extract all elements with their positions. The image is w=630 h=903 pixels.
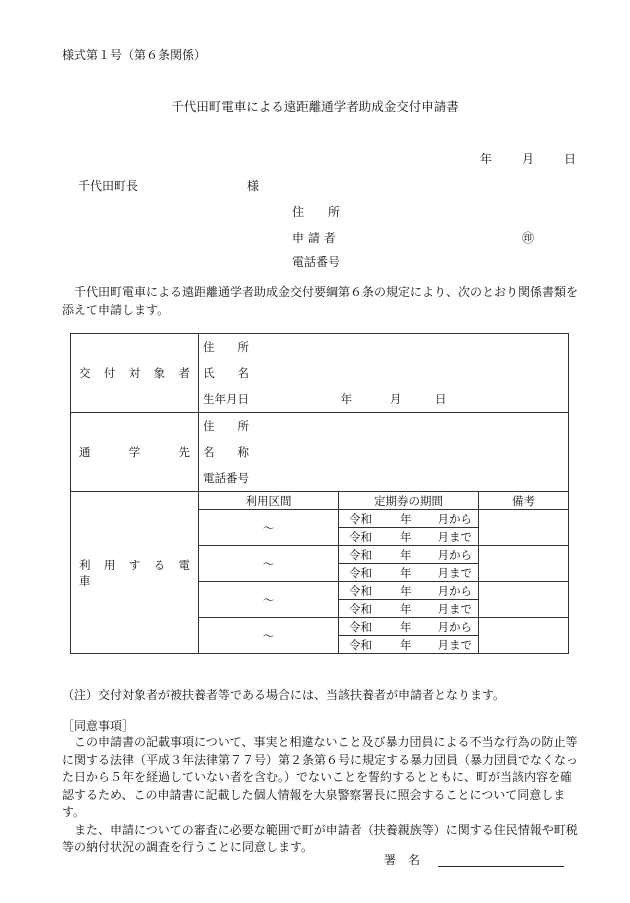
- intro-text: 千代田町電車による遠距離通学者助成金交付要綱第６条の規定により、次のとおり関係書類を添えて申請します。: [62, 285, 579, 317]
- remarks-2: [479, 546, 569, 582]
- addressee-honorific: 様: [247, 179, 260, 193]
- birth-month: 月: [389, 392, 402, 406]
- era: 令和: [349, 601, 372, 616]
- addressee: 千代田町長: [78, 179, 139, 193]
- school-name-label: 名 称: [199, 439, 569, 465]
- era: 令和: [349, 637, 372, 652]
- period-to-2: [339, 564, 479, 582]
- date-month: 月: [521, 152, 534, 166]
- date-year: 年: [480, 152, 493, 166]
- period-from-4: [339, 618, 479, 636]
- remarks-3: [479, 582, 569, 618]
- subject-name-label: 氏 名: [199, 360, 569, 386]
- month-to: 月まで: [437, 601, 472, 616]
- subject-address-label: 住 所: [199, 334, 569, 361]
- era: 令和: [349, 547, 372, 562]
- section-tilde-2: ～: [199, 546, 339, 582]
- date-day: 日: [563, 152, 576, 166]
- signature-line[interactable]: [438, 866, 564, 867]
- section-tilde-1: ～: [199, 510, 339, 546]
- train-label: 利 用 す る 電 車: [71, 492, 199, 654]
- applicant-address-label: 住 所: [292, 205, 341, 219]
- era: 令和: [349, 565, 372, 580]
- month-to: 月まで: [437, 637, 472, 652]
- header-period: 定期券の期間: [339, 492, 479, 510]
- month-from: 月から: [437, 619, 472, 634]
- header-section: 利用区間: [199, 492, 339, 510]
- year: 年: [400, 511, 412, 526]
- subject-row-address: [71, 334, 569, 361]
- period-to-3: [339, 600, 479, 618]
- seal-mark: ㊞: [522, 231, 535, 245]
- year: 年: [400, 547, 412, 562]
- consent-paragraph-1: この申請書の記載事項について、事実と相違ないこと及び暴力団員による不当な行為の防止等に関する法律（平成３年法律第７７号）第２条第６号に規定する暴力団員（暴力団員でなくなった日から５年を経過していない者を含む。）でないことを誓約するとともに、町が当該内容を確認するため、この申請書に記載した個人情報を大泉警察署長に照会することについて同意します。: [62, 735, 579, 819]
- month-from: 月から: [437, 511, 472, 526]
- year: 年: [400, 619, 412, 634]
- month-from: 月から: [437, 583, 472, 598]
- era: 令和: [349, 529, 372, 544]
- month-to: 月まで: [437, 529, 472, 544]
- birth-day: 日: [434, 392, 447, 406]
- period-to-4: [339, 636, 479, 654]
- era: 令和: [349, 583, 372, 598]
- year: 年: [400, 565, 412, 580]
- era: 令和: [349, 511, 372, 526]
- year: 年: [400, 637, 412, 652]
- school-label: 通 学 先: [71, 413, 199, 492]
- applicant-name-label: 申 請 者: [292, 231, 336, 245]
- period-from-3: [339, 582, 479, 600]
- birth-year: 年: [340, 392, 353, 406]
- section-tilde-3: ～: [199, 582, 339, 618]
- subject-birth-cell: [199, 386, 569, 413]
- year: 年: [400, 601, 412, 616]
- consent-heading: ［同意事項］: [62, 719, 135, 733]
- date-line: [480, 150, 576, 167]
- year: 年: [400, 529, 412, 544]
- train-header-row: [71, 492, 569, 510]
- section-tilde-4: ～: [199, 618, 339, 654]
- subject-birth-label: 生年月日: [203, 392, 249, 406]
- school-row-address: [71, 413, 569, 440]
- consent-body: [62, 734, 582, 857]
- month-to: 月まで: [437, 565, 472, 580]
- note-text: （注）交付対象者が被扶養者等である場合には、当該扶養者が申請者となります。: [62, 688, 506, 702]
- remarks-1: [479, 510, 569, 546]
- signature-label: 署 名: [384, 853, 421, 867]
- document-title: 千代田町電車による遠距離通学者助成金交付申請書: [171, 99, 459, 114]
- header-remarks: 備考: [479, 492, 569, 510]
- period-from-2: [339, 546, 479, 564]
- consent-paragraph-2: また、申請についての審査に必要な範囲で町が申請者（扶養親族等）に関する住民情報や町税等の納付状況の調査を行うことに同意します。: [62, 822, 578, 854]
- month-from: 月から: [437, 547, 472, 562]
- remarks-4: [479, 618, 569, 654]
- applicant-phone-label: 電話番号: [292, 255, 341, 269]
- period-from-1: [339, 510, 479, 528]
- application-table: [70, 333, 569, 654]
- form-number: 様式第１号（第６条関係）: [62, 48, 207, 62]
- era: 令和: [349, 619, 372, 634]
- period-to-1: [339, 528, 479, 546]
- subject-label: 交 付 対 象 者: [71, 334, 199, 413]
- school-phone-label: 電話番号: [199, 465, 569, 492]
- school-address-label: 住 所: [199, 413, 569, 440]
- year: 年: [400, 583, 412, 598]
